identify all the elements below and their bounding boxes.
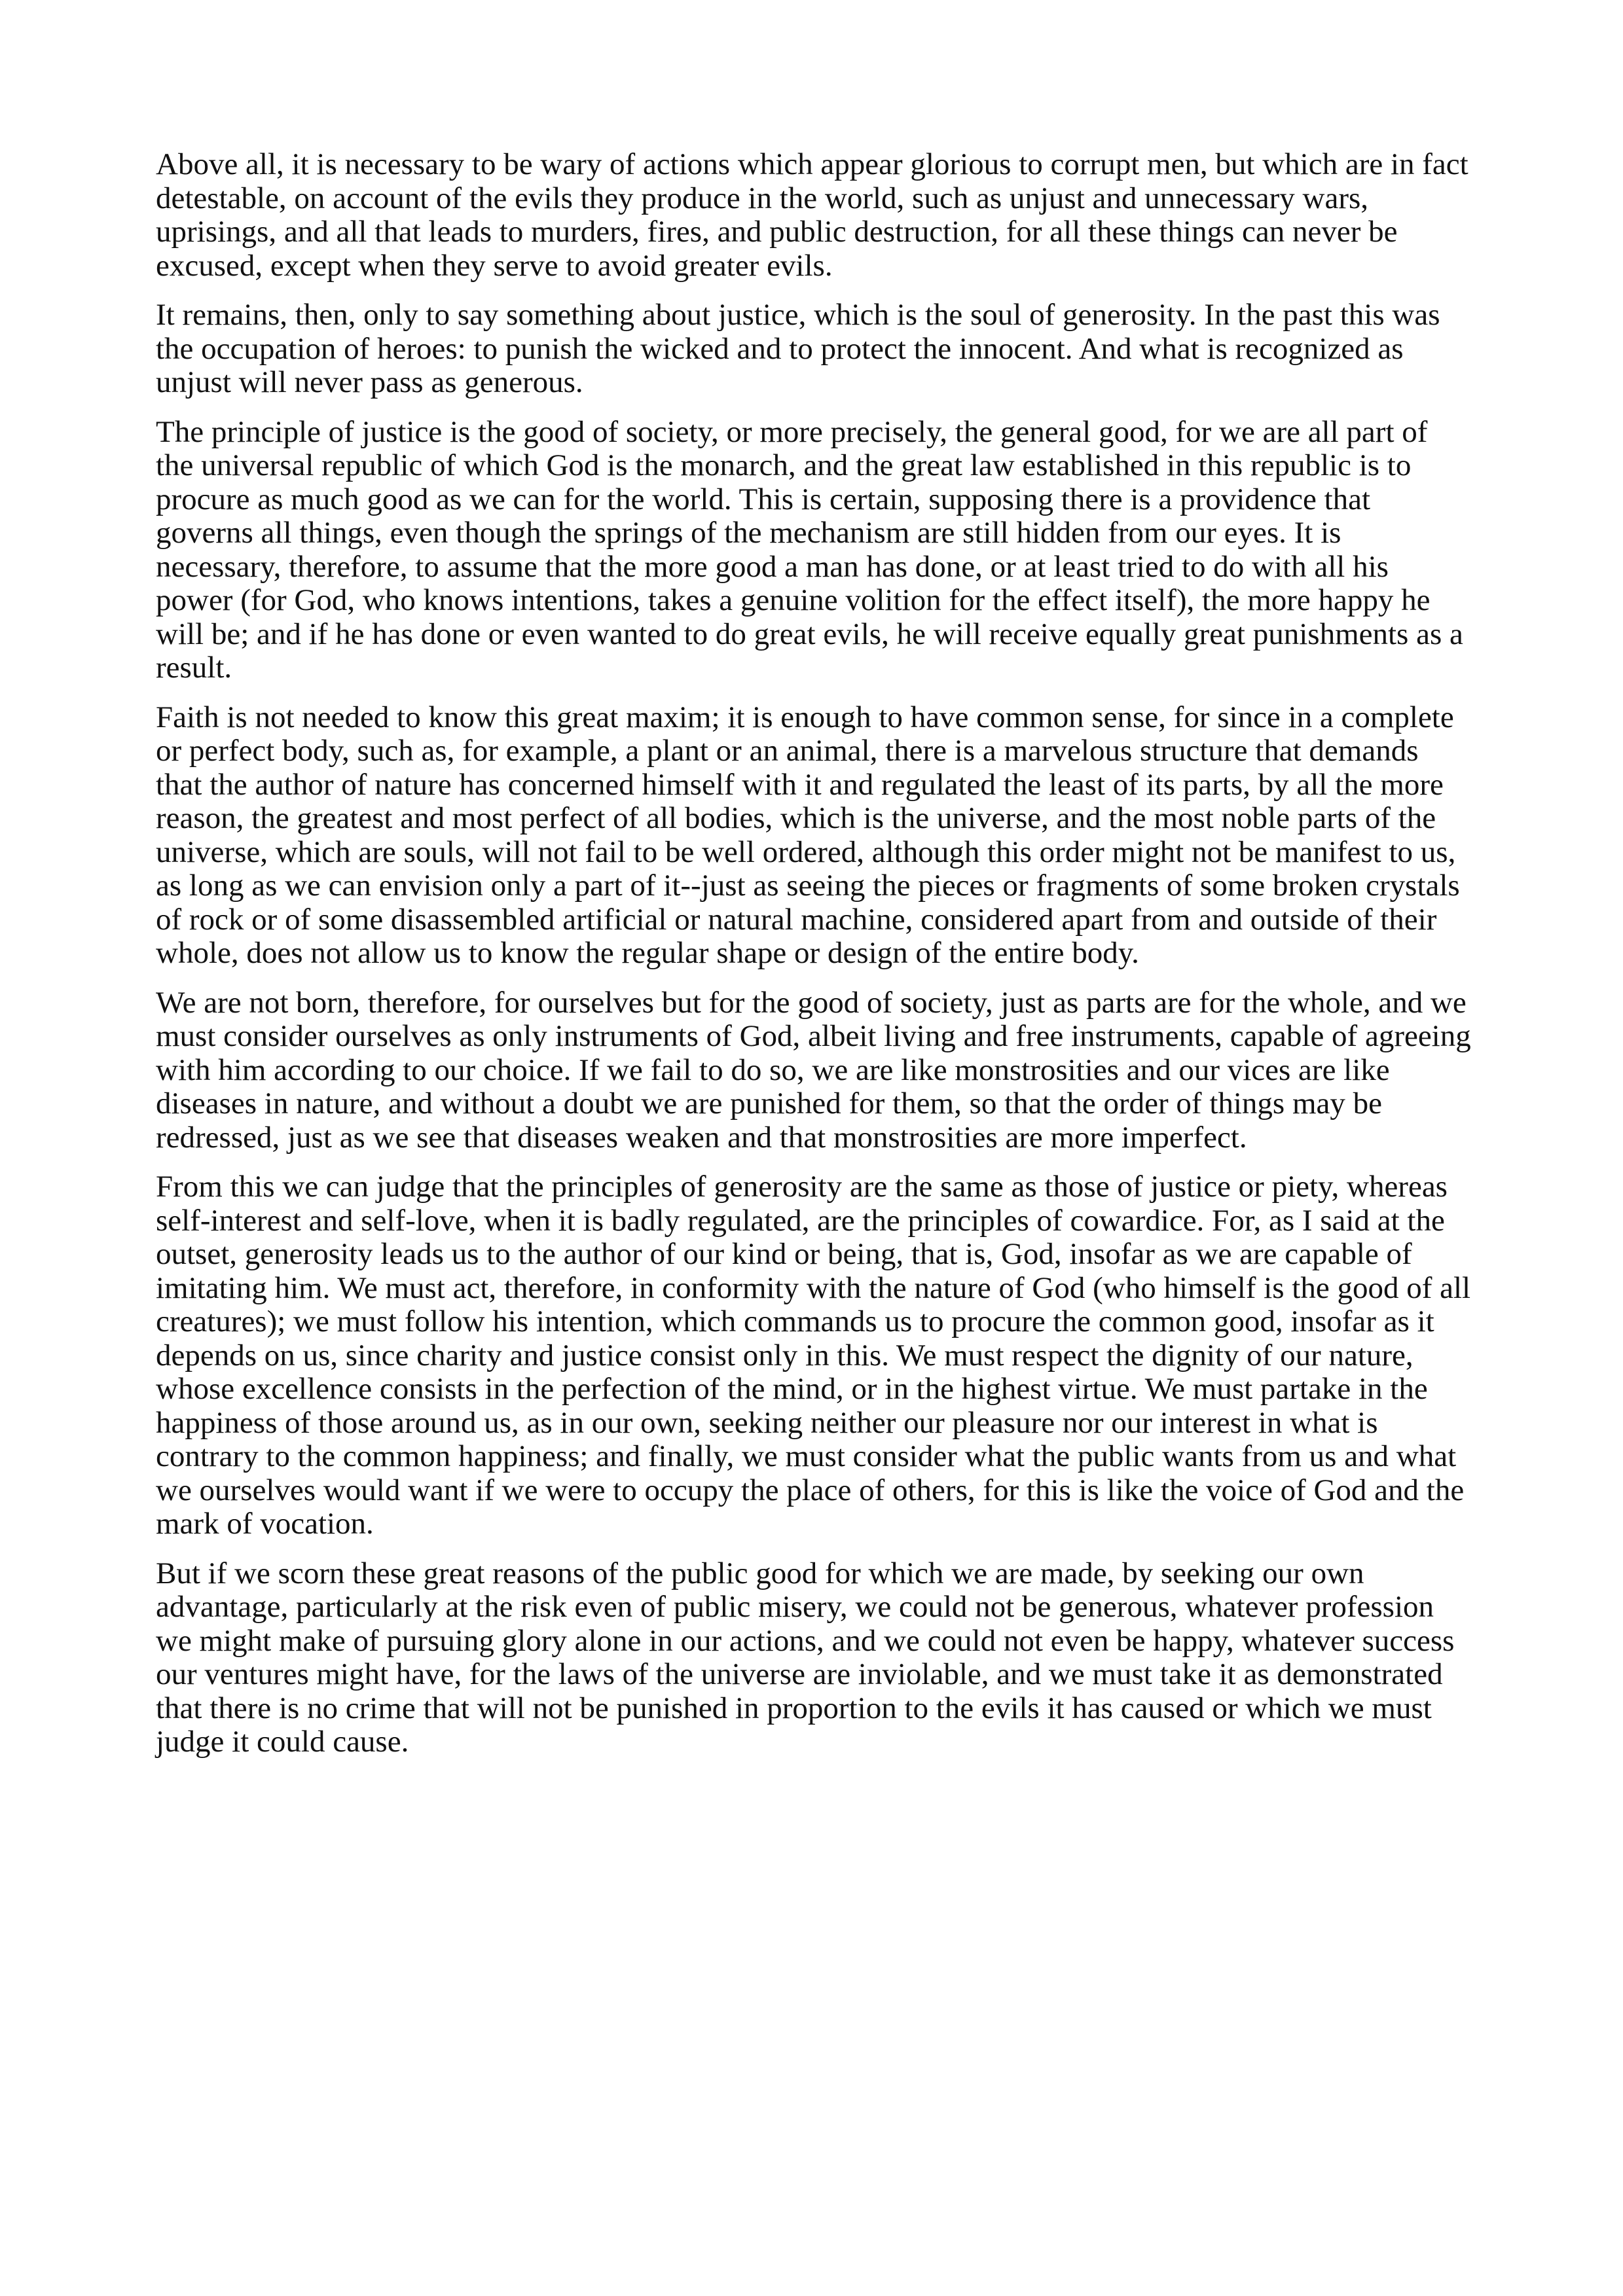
paragraph-7: But if we scorn these great reasons of the public good for which we are made, by seeking our own advantage, particularly at the risk even of public misery, we could not be generous, whatever profession we might make of pursuing glory alone in our actions, and we could not even be happy, whatever success our ventures might have, for the laws of the universe are inviolable, and we must take it as demonstrated that there is no crime that will not be punished in proportion to the evils it has caused or which we must judge it could cause.: [156, 1556, 1455, 1759]
paragraph-3: The principle of justice is the good of society, or more precisely, the general good, for we are all part of the universal republic of which God is the monarch, and the great law established in this republic is to procure as much good as we can for the world. This is certain, supposing there is a providence that governs all things, even though the springs of the mechanism are still hidden from our eyes. It is necessary, therefore, to assume that the more good a man has done, or at least tried to do with all his power (for God, who knows intentions, takes a genuine volition for the effect itself), the more happy he will be; and if he has done or even wanted to do great evils, he will receive equally great punishments as a result.: [156, 414, 1463, 685]
paragraph-5: We are not born, therefore, for ourselves but for the good of society, just as parts are for the whole, and we must consider ourselves as only instruments of God, albeit living and free instruments, capable of agreeing with him according to our choice. If we fail to do so, we are like monstrosities and our vices are like diseases in nature, and without a doubt we are punished for them, so that the order of things may be redressed, just as we see that diseases weaken and that monstrosities are more imperfect.: [156, 985, 1471, 1155]
paragraph-1: Above all, it is necessary to be wary of actions which appear glorious to corrupt men, but which are in fact detestable, on account of the evils they produce in the world, such as unjust and unnecessary wars, uprisings, and all that leads to murders, fires, and public destruction, for all these things can never be excused, except when they serve to avoid greater evils.: [156, 147, 1468, 283]
document-body: [156, 148, 1472, 1775]
paragraph-6: From this we can judge that the principles of generosity are the same as those of justice or piety, whereas self-interest and self-love, when it is badly regulated, are the principles of cowardice. For, as I said at the outset, generosity leads us to the author of our kind or being, that is, God, insofar as we are capable of imitating him. We must act, therefore, in conformity with the nature of God (who himself is the good of all creatures); we must follow his intention, which commands us to procure the common good, insofar as it depends on us, since charity and justice consist only in this. We must respect the dignity of our nature, whose excellence consists in the perfection of the mind, or in the highest virtue. We must partake in the happiness of those around us, as in our own, seeking neither our pleasure nor our interest in what is contrary to the common happiness; and finally, we must consider what the public wants from us and what we ourselves would want if we were to occupy the place of others, for this is like the voice of God and the mark of vocation.: [156, 1170, 1471, 1541]
paragraph-2: It remains, then, only to say something about justice, which is the soul of generosity. In the past this was the occupation of heroes: to punish the wicked and to protect the innocent. And what is recognized as unjust will never pass as generous.: [156, 298, 1440, 399]
paragraph-4: Faith is not needed to know this great maxim; it is enough to have common sense, for since in a complete or perfect body, such as, for example, a plant or an animal, there is a marvelous structure that demands that the author of nature has concerned himself with it and regulated the least of its parts, by all the more reason, the greatest and most perfect of all bodies, which is the universe, and the most noble parts of the universe, which are souls, will not fail to be well ordered, although this order might not be manifest to us, as long as we can envision only a part of it--just as seeing the pieces or fragments of some broken crystals of rock or of some disassembled artificial or natural machine, considered apart from and outside of their whole, does not allow us to know the regular shape or design of the entire body.: [156, 700, 1460, 970]
